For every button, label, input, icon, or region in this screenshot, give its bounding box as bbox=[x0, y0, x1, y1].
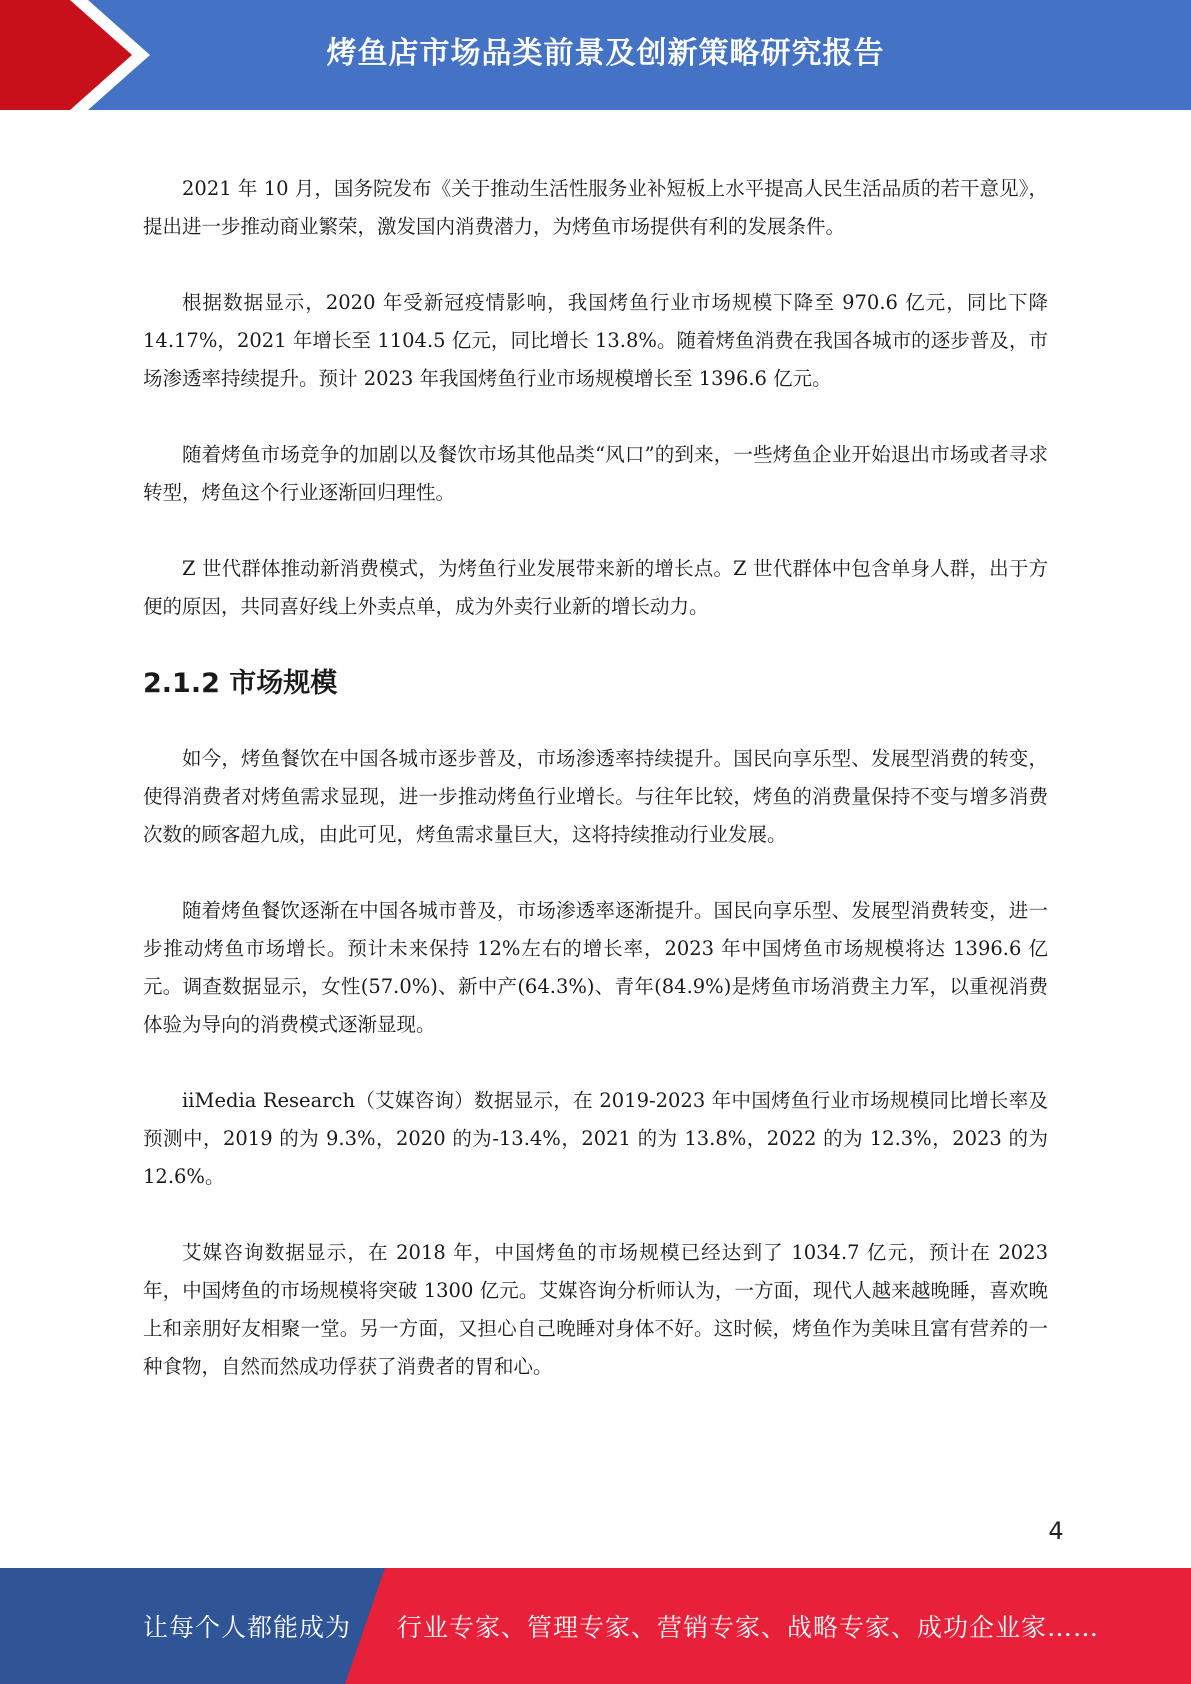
footer-slogan-left: 让每个人都能成为 bbox=[143, 1613, 352, 1642]
paragraph: 如今，烤鱼餐饮在中国各城市逐步普及，市场渗透率持续提升。国民向享乐型、发展型消费的转变，使得消费者对烤鱼需求显现，进一步推动烤鱼行业增长。与往年比较，烤鱼的消费量保持不变与增多消费次数的顾客超九成，由此可见，烤鱼需求量巨大，这将持续推动行业发展。 bbox=[143, 747, 1048, 846]
page-footer bbox=[0, 1568, 1191, 1684]
paragraph: 2021 年 10 月，国务院发布《关于推动生活性服务业补短板上水平提高人民生活品质的若干意见》，提出进一步推动商业繁荣，激发国内消费潜力，为烤鱼市场提供有利的发展条件。 bbox=[143, 177, 1048, 238]
page-number: 4 bbox=[1048, 1517, 1064, 1545]
document-body bbox=[143, 170, 1048, 1424]
paragraph: 艾媒咨询数据显示，在 2018 年，中国烤鱼的市场规模已经达到了 1034.7 亿元，预计在 2023 年，中国烤鱼的市场规模将突破 1300 亿元。艾媒咨询分析师认为，一方面，现代人越来越晚睡，喜欢晚上和亲朋好友相聚一堂。另一方面，又担心自己晚睡对身体不好。这时候，烤鱼作为美味且富有营养的一种食物，自然而然成功俘获了消费者的胃和心。 bbox=[143, 1241, 1048, 1378]
paragraph: 随着烤鱼市场竞争的加剧以及餐饮市场其他品类“风口”的到来，一些烤鱼企业开始退出市场或者寻求转型，烤鱼这个行业逐渐回归理性。 bbox=[143, 443, 1048, 504]
footer-slogan-right: 行业专家、管理专家、营销专家、战略专家、成功企业家…… bbox=[397, 1613, 1100, 1642]
paragraph: iiMedia Research（艾媒咨询）数据显示，在 2019-2023 年中国烤鱼行业市场规模同比增长率及预测中，2019 的为 9.3%，2020 的为-13.4%，2021 的为 13.8%，2022 的为 12.3%，2023 的为 12.6%。 bbox=[143, 1089, 1048, 1188]
section-heading: 2.1.2 市场规模 bbox=[143, 668, 338, 699]
header-title: 烤鱼店市场品类前景及创新策略研究报告 bbox=[326, 36, 885, 71]
paragraph: 随着烤鱼餐饮逐渐在中国各城市普及，市场渗透率逐渐提升。国民向享乐型、发展型消费转变，进一步推动烤鱼市场增长。预计未来保持 12%左右的增长率，2023 年中国烤鱼市场规模将达 1396.6 亿元。调查数据显示，女性(57.0%)、新中产(64.3%)、青年(84.9%)是烤鱼市场消费主力军，以重视消费体验为导向的消费模式逐渐显现。 bbox=[143, 899, 1048, 1036]
paragraph: 根据数据显示，2020 年受新冠疫情影响，我国烤鱼行业市场规模下降至 970.6 亿元，同比下降 14.17%，2021 年增长至 1104.5 亿元，同比增长 13.8%。随着烤鱼消费在我国各城市的逐步普及，市场渗透率持续提升。预计 2023 年我国烤鱼行业市场规模增长至 1396.6 亿元。 bbox=[143, 291, 1048, 390]
paragraph: Z 世代群体推动新消费模式，为烤鱼行业发展带来新的增长点。Z 世代群体中包含单身人群，出于方便的原因，共同喜好线上外卖点单，成为外卖行业新的增长动力。 bbox=[143, 557, 1048, 618]
page-header bbox=[0, 0, 1191, 110]
